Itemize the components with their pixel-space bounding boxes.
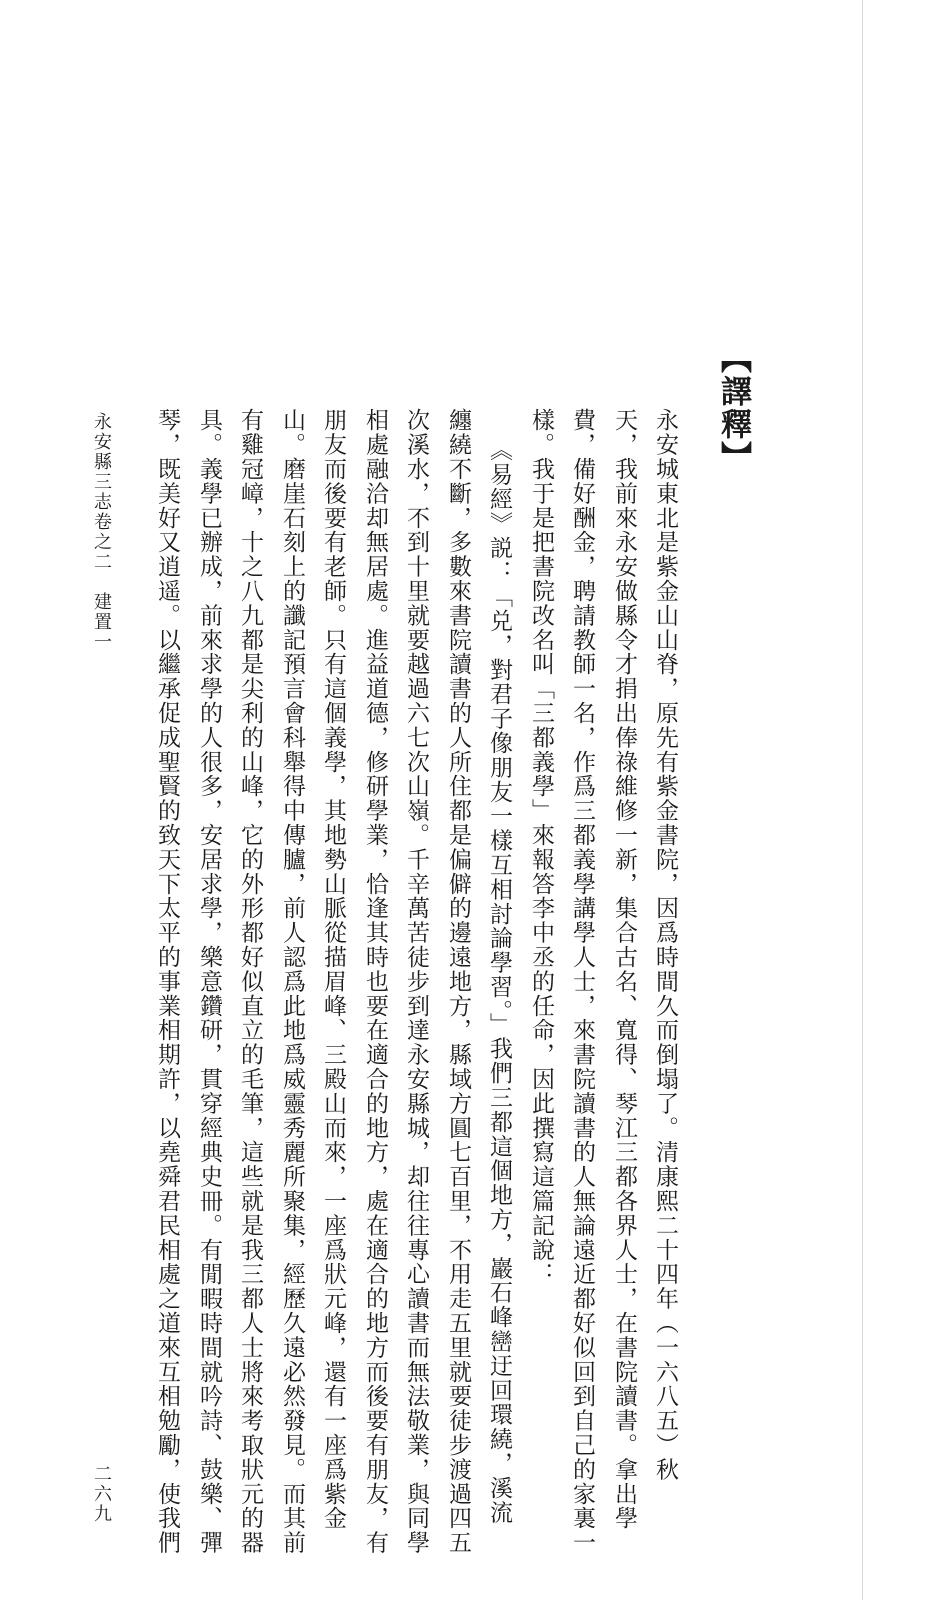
text-column: 《易經》説：「兑，對君子像朋友一樣互相討論學習。」我們三都這個地方，巖石峰巒迂回環繞，溪流 bbox=[486, 438, 512, 1525]
text-column: 具。義學已辦成，前來求學的人很多，安居求學，樂意鑽研，貫穿經典史冊。有閒暇時間就吟詩、鼓樂、彈 bbox=[196, 408, 222, 1555]
text-column: 費，備好酬金，聘請教師一名，作爲三都義學講學人士，來書院讀書的人無論遠近都好似回到自己的家裏一 bbox=[569, 408, 595, 1555]
text-column: 朋友而後要有老師。只有這個義學，其地勢山脈從描眉峰、三殿山而來，一座爲狀元峰，還有一座爲紫金 bbox=[320, 408, 346, 1531]
text-column: 琴，既美好又逍遥。以繼承促成聖賢的致天下太平的事業相期許，以堯舜君民相處之道來互相勉勵，使我們 bbox=[154, 408, 180, 1555]
text-column: 相處融洽却無居處。進益道德，修研學業，恰逢其時也要在適合的地方，處在適合的地方而後要有朋友，有 bbox=[362, 408, 388, 1555]
text-column: 次溪水，不到十里就要越過六七次山嶺。千辛萬苦徒步到達永安縣城，却往往專心讀書而無法敬業，與同學 bbox=[403, 408, 429, 1555]
text-column: 纏繞不斷，多數來書院讀書的人所住都是偏僻的邊遠地方，縣域方圓七百里，不用走五里就要徒步渡過四五 bbox=[445, 408, 471, 1555]
page-edge-divider bbox=[862, 0, 863, 1600]
text-column: 天，我前來永安做縣令才捐出俸祿維修一新，集合古名、寬得、琴江三都各界人士，在書院讀書。拿出學 bbox=[611, 408, 637, 1531]
text-column: 樣。我于是把書院改名叫「三都義學」來報答李中丞的任命，因此撰寫這篇記說： bbox=[528, 408, 554, 1287]
section-heading: 【譯釋】 bbox=[715, 342, 751, 474]
text-column: 永安城東北是紫金山山脊，原先有紫金書院，因爲時間久而倒塌了。清康熙二十四年（一六八五）秋 bbox=[652, 408, 678, 1482]
text-column: 有雞冠嶂，十之八九都是尖利的山峰，它的外形都好似直立的毛筆，這些就是我三都人士將來考取狀元的器 bbox=[237, 408, 263, 1555]
running-head: 永安縣三志卷之二 建置一 bbox=[91, 412, 112, 652]
page-number: 二六九 bbox=[91, 1464, 112, 1524]
text-column: 山。磨崖石刻上的讖記預言會科舉得中傳臚，前人認爲此地爲威靈秀麗所聚集，經歷久遠必然發見。而其前 bbox=[279, 408, 305, 1555]
